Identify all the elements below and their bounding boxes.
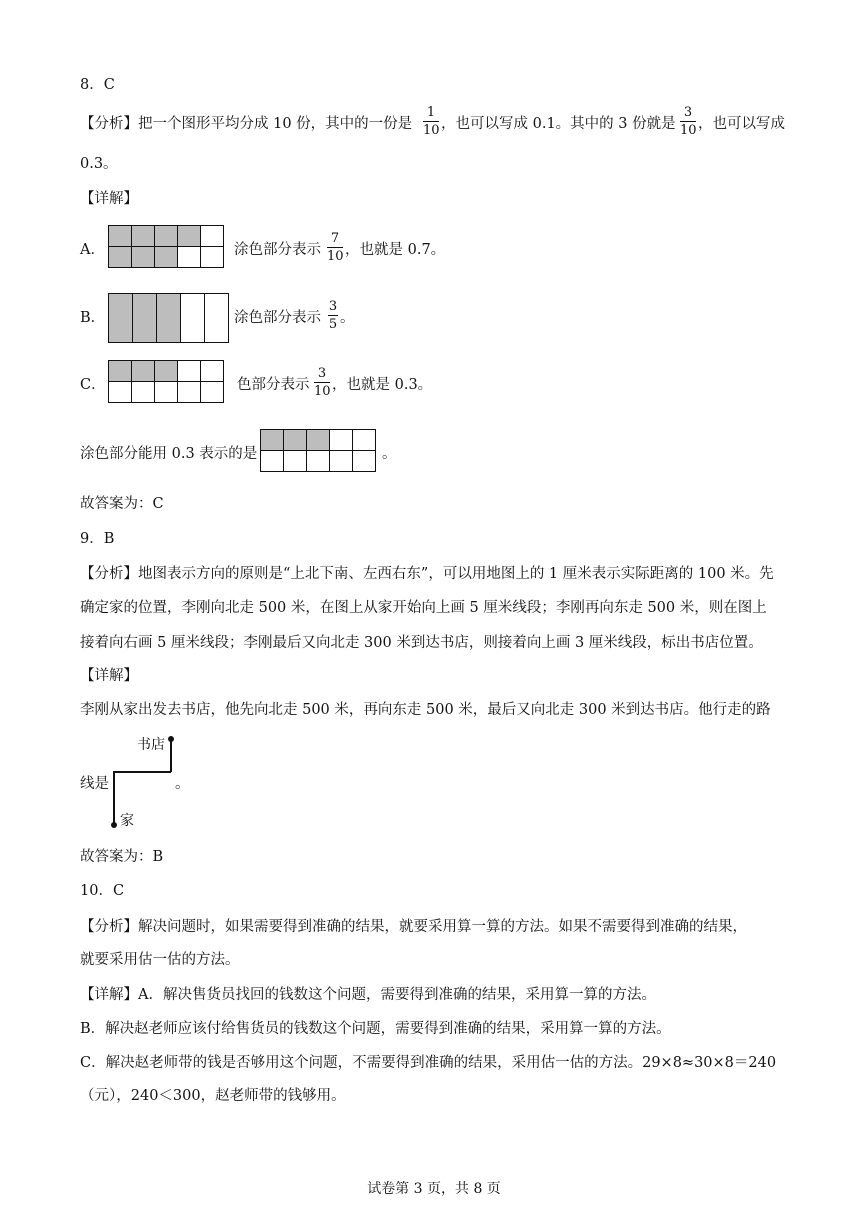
grid-option-c	[108, 360, 224, 403]
home-label: 家	[120, 813, 134, 829]
option-a-label: A．	[80, 242, 105, 258]
q10-detail-b: B．解决赵老师应该付给售货员的钱数这个问题，需要得到准确的结果，采用算一算的方法。	[80, 1021, 671, 1037]
option-c-text1: 色部分表示	[237, 377, 310, 393]
q10-detail-c-line1: C．解决赵老师带的钱是否够用这个问题，不需要得到准确的结果，采用估一估的方法。29×8≈30×8＝240	[80, 1055, 777, 1071]
q10-detail-a: 【详解】A．解决售货员找回的钱数这个问题，需要得到准确的结果，采用算一算的方法。	[80, 987, 656, 1003]
option-c-text2: ，也就是 0.3。	[332, 377, 433, 393]
q9-detail-heading: 【详解】	[80, 668, 138, 684]
q10-detail-c-line2: （元），240＜300，赵老师带的钱够用。	[80, 1088, 346, 1104]
q8-answer: 故答案为：C	[80, 496, 164, 512]
option-c-label: C．	[80, 377, 106, 393]
grid-option-b	[108, 293, 229, 343]
home-dot	[111, 822, 117, 828]
q8-conclusion-text: 涂色部分能用 0.3 表示的是	[80, 446, 258, 462]
q8-analysis-part3: ，也可以写成	[698, 116, 785, 132]
q8-analysis-part1: 【分析】把一个图形平均分成 10 份，其中的一份是	[80, 116, 413, 132]
q10-heading: 10．C	[80, 883, 125, 899]
option-a-text2: ，也就是 0.7。	[345, 242, 446, 258]
grid-conclusion	[260, 429, 376, 472]
bookstore-label: 书店	[137, 737, 165, 753]
fraction-1-10: 1 10	[423, 105, 440, 138]
route-north-300	[170, 739, 172, 772]
fraction-3-10-c: 3 10	[314, 366, 331, 399]
fraction-3-10: 3 10	[680, 105, 697, 138]
route-east-500	[113, 771, 171, 773]
q8-conclusion-end: 。	[382, 446, 397, 462]
route-prefix: 线是	[80, 776, 109, 792]
q10-analysis-line2: 就要采用估一估的方法。	[80, 952, 240, 968]
fraction-3-5: 3 5	[328, 299, 338, 332]
q8-analysis-part4: 0.3。	[80, 156, 118, 172]
q9-heading: 9．B	[80, 531, 115, 547]
route-suffix: 。	[175, 776, 190, 792]
q9-answer: 故答案为：B	[80, 849, 164, 865]
q8-detail-heading: 【详解】	[80, 191, 138, 207]
page-footer: 试卷第 3 页，共 8 页	[367, 1181, 501, 1197]
q10-analysis-line1: 【分析】解决问题时，如果需要得到准确的结果，就要采用算一算的方法。如果不需要得到准确的结果，	[80, 919, 747, 935]
route-north-500	[113, 771, 115, 826]
option-b-text2: 。	[340, 310, 355, 326]
grid-option-a	[108, 225, 224, 268]
q9-detail-text: 李刚从家出发去书店，他先向北走 500 米，再向东走 500 米，最后又向北走 300 米到达书店。他行走的路	[80, 702, 771, 718]
q8-heading: 8．C	[80, 77, 115, 93]
option-b-text1: 涂色部分表示	[234, 310, 321, 326]
q9-analysis-line2: 确定家的位置，李刚向北走 500 米，在图上从家开始向上画 5 厘米线段；李刚再向东走 500 米，则在图上	[80, 600, 767, 616]
fraction-7-10: 7 10	[327, 231, 344, 264]
q8-analysis-part2: ，也可以写成 0.1。其中的 3 份就是	[441, 116, 676, 132]
option-b-label: B．	[80, 310, 106, 326]
q9-analysis-line3: 接着向右画 5 厘米线段；李刚最后又向北走 300 米到达书店，则接着向上画 3 厘米线段，标出书店位置。	[80, 635, 763, 651]
q9-analysis-line1: 【分析】地图表示方向的原则是“上北下南、左西右东”，可以用地图上的 1 厘米表示实际距离的 100 米。先	[80, 566, 774, 582]
bookstore-dot	[168, 736, 174, 742]
option-a-text1: 涂色部分表示	[234, 242, 321, 258]
